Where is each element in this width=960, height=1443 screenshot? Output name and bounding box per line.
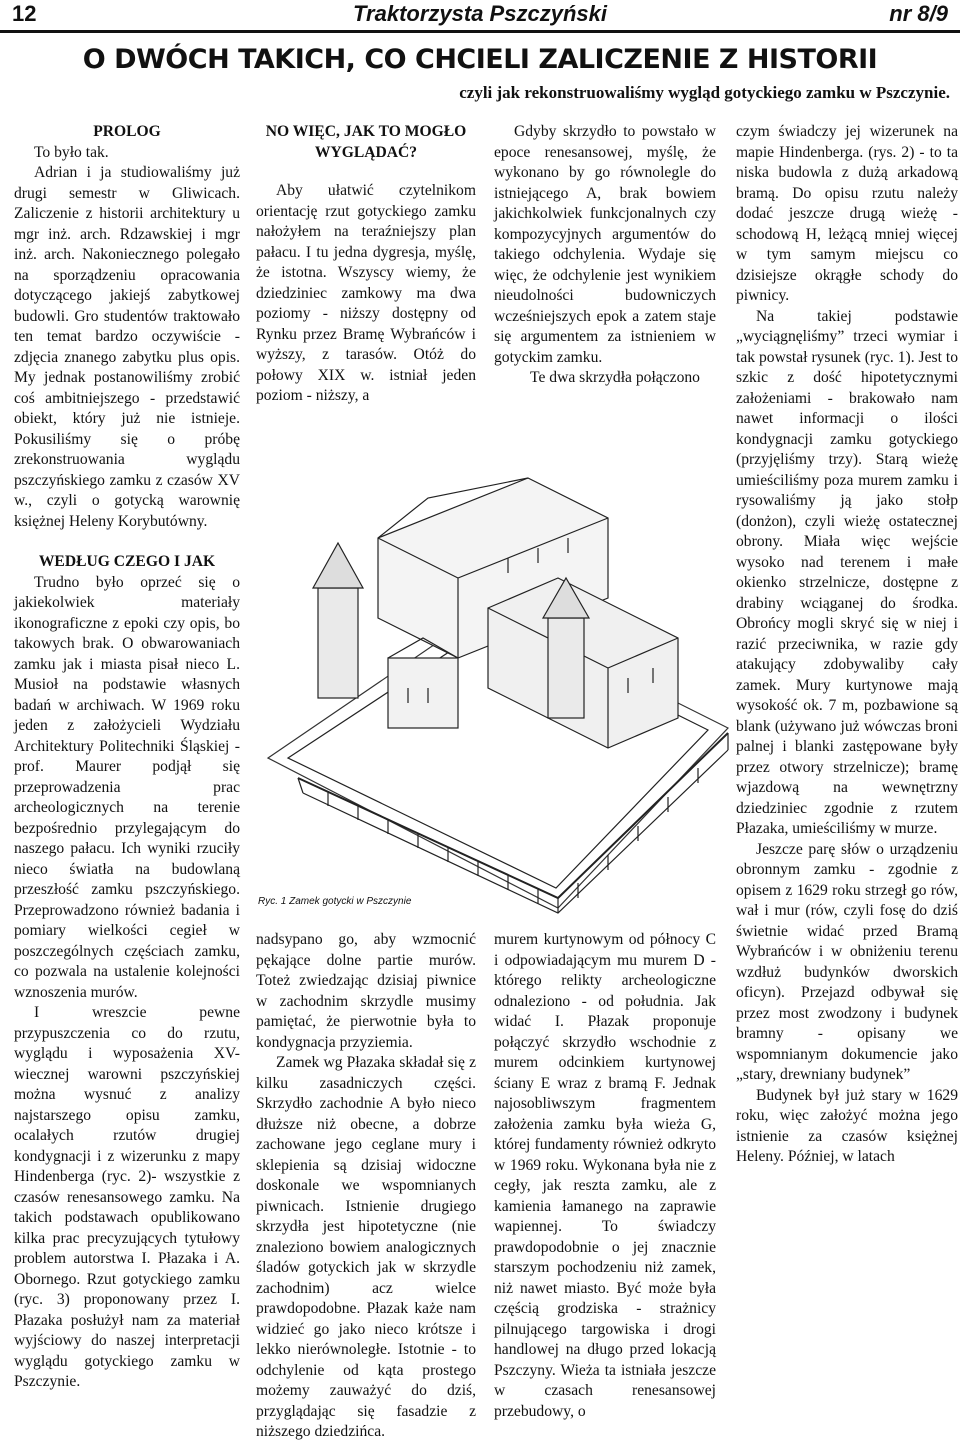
paragraph: nadsypano go, aby wzmocnić pękające dolne partie murów. Toteż zwiedzając dzisiaj piwnice w zachodnim skrzydle musimy pamiętać, że pierwotnie była to kondygnacja przyziemia. bbox=[256, 931, 476, 1051]
section-heading-reconstruction: NO WIĘC, JAK TO MOGŁO WYGLĄDAĆ? bbox=[265, 123, 467, 161]
section-heading-source: WEDŁUG CZEGO I JAK bbox=[38, 553, 216, 570]
article-headline: O DWÓCH TAKICH, CO CHCIELI ZALICZENIE Z HISTORII bbox=[82, 44, 878, 75]
paragraph: Zamek wg Płazaka składał się z kilku zasadniczych części. Skrzydło zachodnie A było nieco dłuższe niż obecne, a dobrze zachowane jego ceglane mury i sklepienia są dzisiaj widoczne doskonale we wspomnianych piwnicach. Istnienie drugiego skrzydła jest hipotetyczne (nie znaleziono bowiem analogicznych śladów gotyckich jak w skrzydle zachodnim) acz wielce prawdopodobne. Płazak każe nam widzieć go jako nieco krótsze i lekko nierównoległe. Istotnie - to odchylenie od kąta prostego możemy zauważyć do dziś, przyglądając się fasadzie z niższego dziedzińca. bbox=[256, 1054, 476, 1440]
column-2-top bbox=[256, 122, 476, 407]
paragraph: Aby ułatwić czytelnikom orientację rzut gotyckiego zamku nałożyłem na teraźniejszy plan pałacu. I tu jedna dygresja, myślę, że istotna. Wszyscy wiemy, że dziedziniec zamkowy ma dwa poziomy - niższy dostępny od Rynku przez Bramę Wybrańców i wyższy, z tarasów. Otóż do połowy XIX w. istniał jeden poziom - niższy, a bbox=[256, 182, 476, 404]
paragraph: Te dwa skrzydła połączono bbox=[530, 369, 700, 386]
article-subtitle: czyli jak rekonstruowaliśmy wygląd gotyckiego zamku w Pszczynie. bbox=[459, 83, 950, 102]
paragraph: Gdyby skrzydło to powstało w epoce renesansowej, myślę, że wykonano by go równolegle do istniejącego A, brak bowiem jakichkolwiek funkcjonalnych czy kompozycyjnych argumentów do takiego odchylenia. Wydaje się więc, że odchylenie jest wynikiem nieudolności budowniczych wcześniejszych epok a zatem staje się argumentem za istnieniem w gotyckim zamku. bbox=[494, 123, 716, 366]
column-2-bottom bbox=[256, 930, 476, 1443]
figure-caption: Ryc. 1 Zamek gotycki w Pszczynie bbox=[258, 896, 412, 907]
paragraph: Jeszcze parę słów o urządzeniu obronnym zamku - zgodnie z opisem z 1629 roku strzegł go rów, wał i mur (rów, czyli fosę do dziś świetnie widać przed Bramą Wybrańców i w obniżeniu terenu wzdłuż budynków dworskich oficyn). Przejazd odbywał się przez most zwodzony i budynek bramny - opisany we wspomnianym dokumencie jako „stary, drewniany budynek” bbox=[736, 840, 958, 1083]
column-4 bbox=[736, 122, 958, 1168]
column-3-bottom bbox=[494, 930, 716, 1422]
header-rule bbox=[0, 30, 960, 33]
paragraph: Trudno było oprzeć się o jakiekolwiek materiały ikonograficzne z epoki czy opis, bo takowych brak. O obwarowaniach zamku jak i miasta pisał nieco L. Musioł na podstawie własnych badań w archiwach. W 1969 roku jeden z założycieli Wydziału Architektury Politechniki Śląskiej - prof. Maurer podjął się przeprowadzenia prac archeologicznych na terenie bezpośrednio przylegającym do naszego pałacu. Ich wyniki rzuciły nieco światła na budowlaną przeszłość zamku pszczyńskiego. Przeprowadzono również badania i pomiary wielkości cegieł w poszczególnych częściach zamku, co pozwala na ustalenie kolejności wznoszenia murów. bbox=[14, 573, 240, 1001]
paragraph: Adrian i ja studiowaliśmy już drugi semestr w Gliwicach. Zaliczenie z historii architektury u mgr inż. arch. Rdzawskiej i mgr inż. arch. Nakoniecznego polegało na sporządzeniu opracowania dotyczącego jakiejś zabytkowej budowli. Gro studentów traktowało ten temat bardzo oczywiście - zdjęcia znanego zabytku plus opis. My jednak postanowiliśmy zrobić coś ambitniejszego - przedstawić obiekt, który już nie istnieje. Pokusiliśmy się o próbę zrekonstruowania wyglądu pszczyńskiego zamku z czasów XV w., czyli o gotycką warownię księżnej Heleny Korybutówny. bbox=[14, 164, 240, 530]
page-header bbox=[0, 0, 960, 30]
paragraph: I wreszcie pewne przypuszczenia co do rzutu, wyglądu i wyposażenia XV-wiecznej warowni pszczyńskiej można wysnuć z analizy najstarszego opisu zamku, ocalałych rzutów drugiej kondygnacji i z wizerunku z mapy Hindenberga (ryc. 2)- wszystkie z czasów renesansowego zamku. Na takich podstawach opublikowano kilka prac precyzujących tytułowy problem autorstwa I. Płazaka i A. Obornego. Rzut gotyckiego zamku (ryc. 3) proponowany przez I. Płazaka posłużył nam za materiał wyjściowy do naszej interpretacji wyglądu gotyckiego zamku w Pszczynie. bbox=[14, 1004, 240, 1390]
paragraph: czym świadczy jej wizerunek na mapie Hindenberga. (rys. 2) - to ta niska budowla z dużą arkadową bramą. Do opisu rzutu należy dodać jeszcze drugą wieżę - schodową H, leżącą mniej więcej w tym samym miejscu co dzisiejsze okrągłe schody do piwnicy. bbox=[736, 123, 958, 304]
publication-title: Traktorzysta Pszczyński bbox=[353, 1, 607, 26]
issue-number: nr 8/9 bbox=[889, 1, 948, 26]
page-number: 12 bbox=[12, 1, 37, 26]
column-1 bbox=[14, 122, 240, 1393]
paragraph: Budynek był już stary w 1629 roku, więc założyć można jego istnienie za czasów księżnej Heleny. Później, w latach bbox=[736, 1086, 958, 1165]
column-3-top bbox=[494, 122, 716, 389]
paragraph: To było tak. bbox=[34, 143, 109, 161]
paragraph: murem kurtynowym od północy C i odpowiadającym mu murem D - którego relikty archeologiczne odnaleziono - od południa. Jak widać I. Płazak proponuje połączyć skrzydło wschodnie z murem odcinkiem kurtynowej ściany E wraz z bramą F. Jednak najosobliwszym fragmentem założenia zamku była wieża G, której fundamenty również odkryto w 1969 roku. Wykonana była nie z cegły, jak reszta zamku, ale z kamienia łamanego na zaprawie wapiennej. To świadczy prawdopodobnie o jej znacznie starszym pochodzeniu niż zamek, niż nawet miasto. Być może była częścią grodziska - strażnicy pilnującego targowiska i drogi handlowej na długo przed lokacją Pszczyny. Wieża ta istniała jeszcze w czasach renesansowej przebudowy, o bbox=[494, 931, 716, 1420]
castle-drawing bbox=[258, 458, 736, 920]
castle-illustration bbox=[258, 458, 736, 920]
section-heading-prolog: PROLOG bbox=[93, 123, 161, 140]
paragraph: Na takiej podstawie „wyciągnęliśmy” trzeci wymiar i tak powstał rysunek (ryc. 1). Jest to szkic z dość hipotetycznymi założeniami - brakowało nam nawet informacji o ilości kondygnacji zamku gotyckiego (przyjęliśmy trzy). Starą wieżę umieściliśmy poza murem zamku i rysowaliśmy ją jako stołp (donżon), czyli wieżę ostatecznej obrony. Miała więc wejście wysoko nad terenem i małe okienko strzelnicze, dostępne z drabiny wciąganej do środka. Obrońcy mogli skryć się w niej i razić przeciwnika, w razie gdy atakujący zdobywaliby cały zamek. Mury kurtynowe mają wysokość ok. 7 m, pozbawione są blank (używano już wówczas broni palnej i blanki zastępowane były przez otwory strzelnicze); bramę wjazdową na wewnętrzny dziedziniec zgodnie z rzutem Płazaka, umieściliśmy w murze. bbox=[736, 307, 958, 837]
